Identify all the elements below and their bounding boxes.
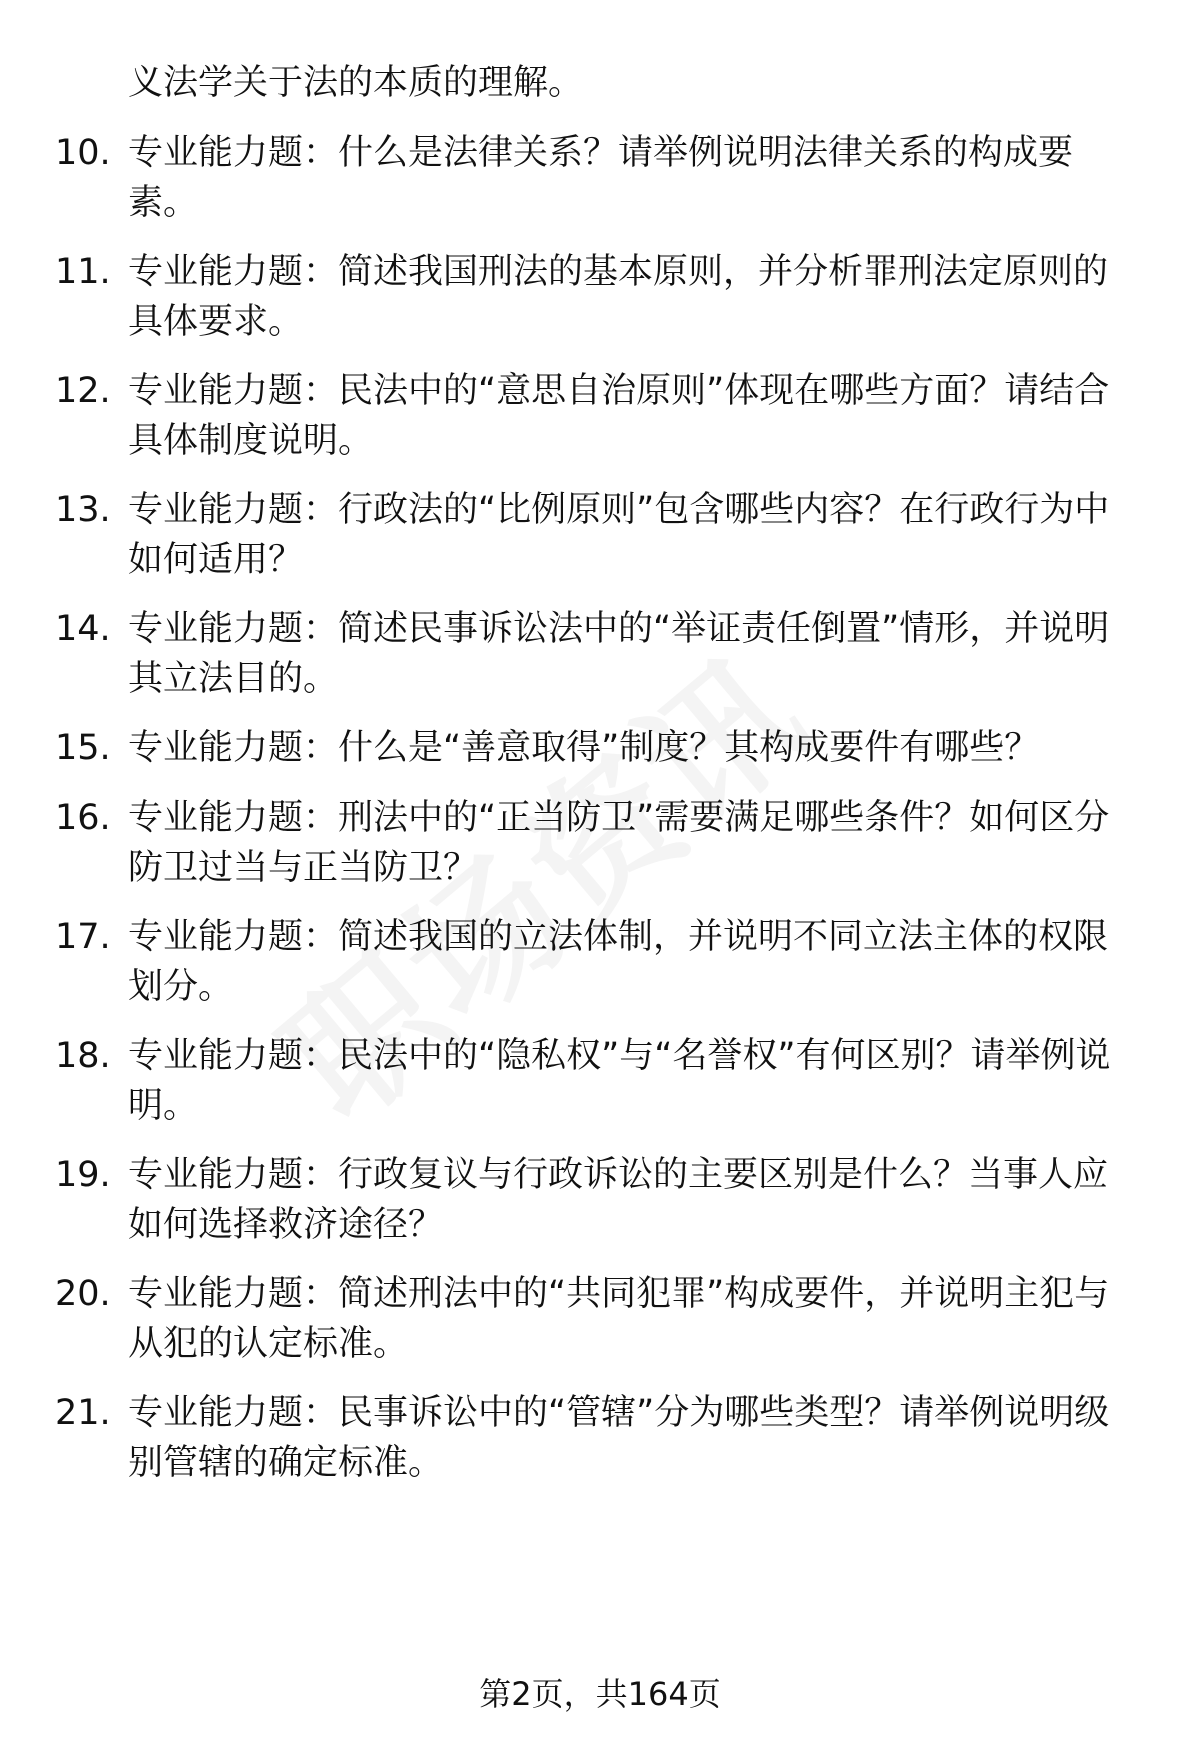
question-text: 专业能力题：民法中的“意思自治原则”体现在哪些方面？请结合具体制度说明。 bbox=[128, 371, 1110, 461]
question-text: 专业能力题：刑法中的“正当防卫”需要满足哪些条件？如何区分防卫过当与正当防卫？ bbox=[128, 798, 1110, 888]
question-text: 专业能力题：简述刑法中的“共同犯罪”构成要件，并说明主犯与从犯的认定标准。 bbox=[128, 1274, 1110, 1364]
question-number: 14. bbox=[55, 609, 111, 649]
question-number: 10. bbox=[55, 133, 111, 173]
question-number: 19. bbox=[55, 1155, 111, 1195]
question-number: 18. bbox=[55, 1036, 111, 1076]
question-number: 12. bbox=[55, 371, 111, 411]
question-text: 专业能力题：民事诉讼中的“管辖”分为哪些类型？请举例说明级别管辖的确定标准。 bbox=[128, 1393, 1110, 1483]
page-number-footer: 第2页，共164页 bbox=[479, 1675, 721, 1713]
question-text: 专业能力题：行政法的“比例原则”包含哪些内容？在行政行为中如何适用？ bbox=[128, 490, 1110, 580]
question-number: 15. bbox=[55, 728, 111, 768]
continued-text: 义法学关于法的本质的理解。 bbox=[128, 63, 584, 103]
question-number: 17. bbox=[55, 917, 111, 957]
question-text: 专业能力题：简述我国的立法体制，并说明不同立法主体的权限划分。 bbox=[128, 917, 1109, 1007]
question-text: 专业能力题：行政复议与行政诉讼的主要区别是什么？当事人应如何选择救济途径？ bbox=[128, 1155, 1109, 1245]
question-number: 11. bbox=[55, 252, 111, 292]
question-text: 专业能力题：什么是“善意取得”制度？其构成要件有哪些？ bbox=[128, 728, 1040, 768]
question-text: 专业能力题：民法中的“隐私权”与“名誉权”有何区别？请举例说明。 bbox=[128, 1036, 1111, 1126]
question-number: 20. bbox=[55, 1274, 111, 1314]
question-number: 21. bbox=[55, 1393, 111, 1433]
question-text: 专业能力题：简述我国刑法的基本原则，并分析罪刑法定原则的具体要求。 bbox=[128, 252, 1109, 342]
question-number: 16. bbox=[55, 798, 111, 838]
question-text: 专业能力题：什么是法律关系？请举例说明法律关系的构成要素。 bbox=[128, 133, 1074, 223]
question-number: 13. bbox=[55, 490, 111, 530]
question-text: 专业能力题：简述民事诉讼法中的“举证责任倒置”情形，并说明其立法目的。 bbox=[128, 609, 1110, 699]
